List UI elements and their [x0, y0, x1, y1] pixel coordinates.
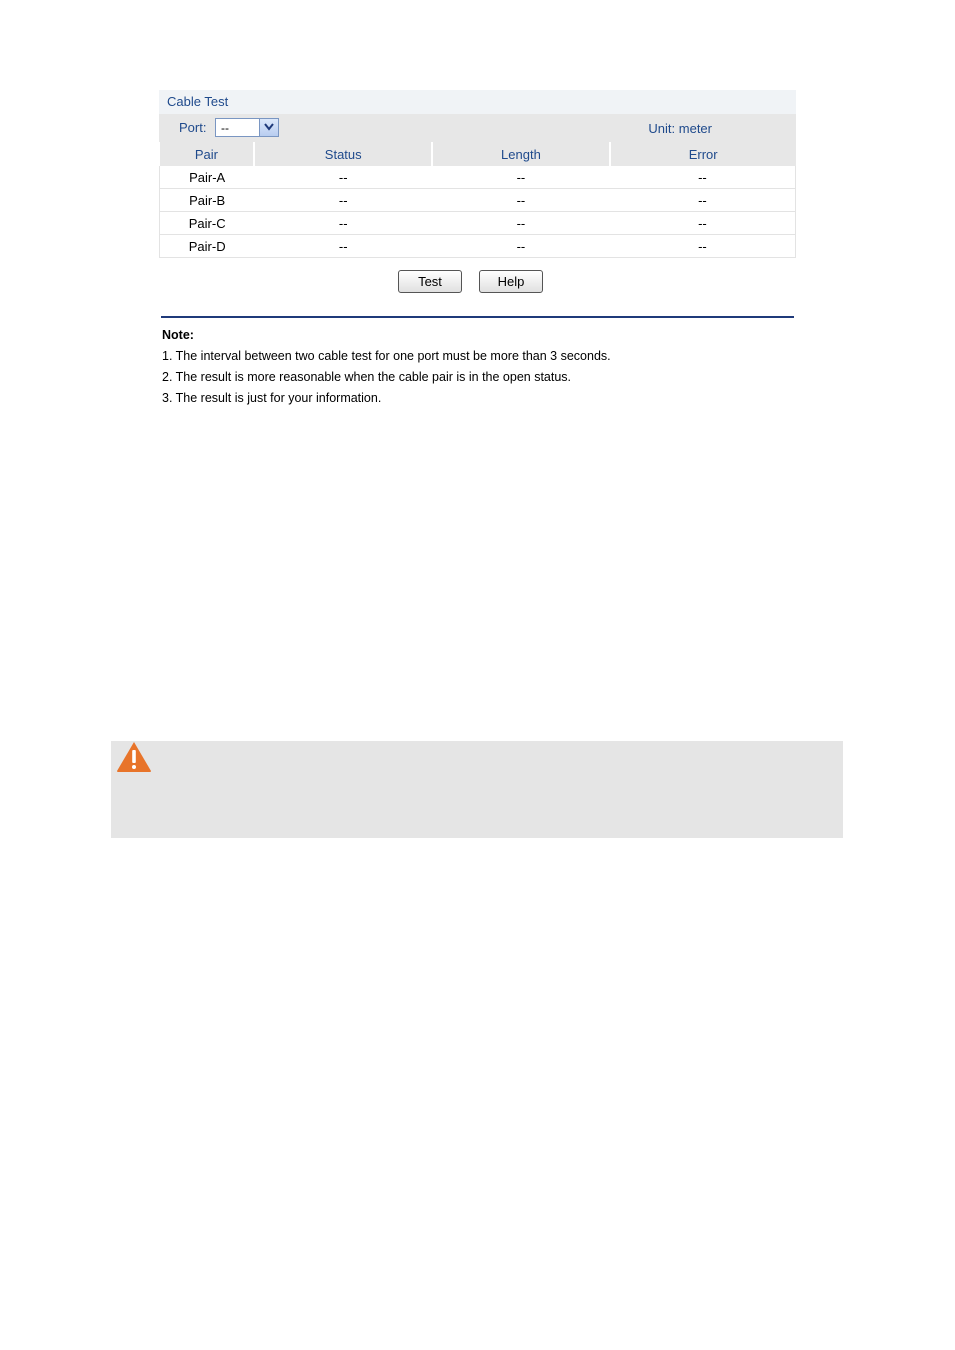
table-row [160, 235, 796, 258]
note-item: 2. The result is more reasonable when the cable pair is in the open status. [162, 370, 572, 384]
table-row [160, 166, 796, 189]
port-select[interactable] [215, 118, 279, 137]
table-row [160, 212, 796, 235]
button-row [159, 270, 796, 294]
col-header-status: Status [254, 142, 432, 166]
port-row [159, 114, 796, 142]
cell-pair: Pair-D [160, 235, 255, 258]
cell-error: -- [610, 166, 796, 189]
cell-pair: Pair-A [160, 166, 255, 189]
cell-length: -- [432, 189, 610, 212]
cell-pair: Pair-B [160, 189, 255, 212]
note-section [162, 325, 611, 409]
cell-pair: Pair-C [160, 212, 255, 235]
unit-label: Unit: meter [648, 121, 712, 136]
warning-box [111, 741, 843, 838]
cell-status: -- [254, 166, 432, 189]
col-header-error: Error [610, 142, 796, 166]
col-header-length: Length [432, 142, 610, 166]
cell-error: -- [610, 235, 796, 258]
chevron-down-icon[interactable] [259, 119, 278, 136]
port-label: Port: [179, 120, 207, 135]
cell-length: -- [432, 235, 610, 258]
note-divider [161, 316, 794, 318]
note-item: 3. The result is just for your information. [162, 391, 382, 405]
cell-status: -- [254, 235, 432, 258]
cell-length: -- [432, 166, 610, 189]
test-button[interactable]: Test [398, 270, 462, 293]
cell-error: -- [610, 189, 796, 212]
help-button[interactable]: Help [479, 270, 543, 293]
col-header-pair: Pair [160, 142, 255, 166]
cell-length: -- [432, 212, 610, 235]
note-heading: Note: [162, 328, 194, 342]
cell-error: -- [610, 212, 796, 235]
port-select-value: -- [221, 121, 229, 135]
table-header-row [160, 142, 796, 166]
cell-status: -- [254, 212, 432, 235]
cable-test-table [159, 142, 796, 258]
cable-test-panel [159, 90, 796, 258]
warning-icon [116, 741, 152, 778]
cell-status: -- [254, 189, 432, 212]
panel-title: Cable Test [159, 90, 796, 114]
note-item: 1. The interval between two cable test for one port must be more than 3 seconds. [162, 349, 611, 363]
table-row [160, 189, 796, 212]
